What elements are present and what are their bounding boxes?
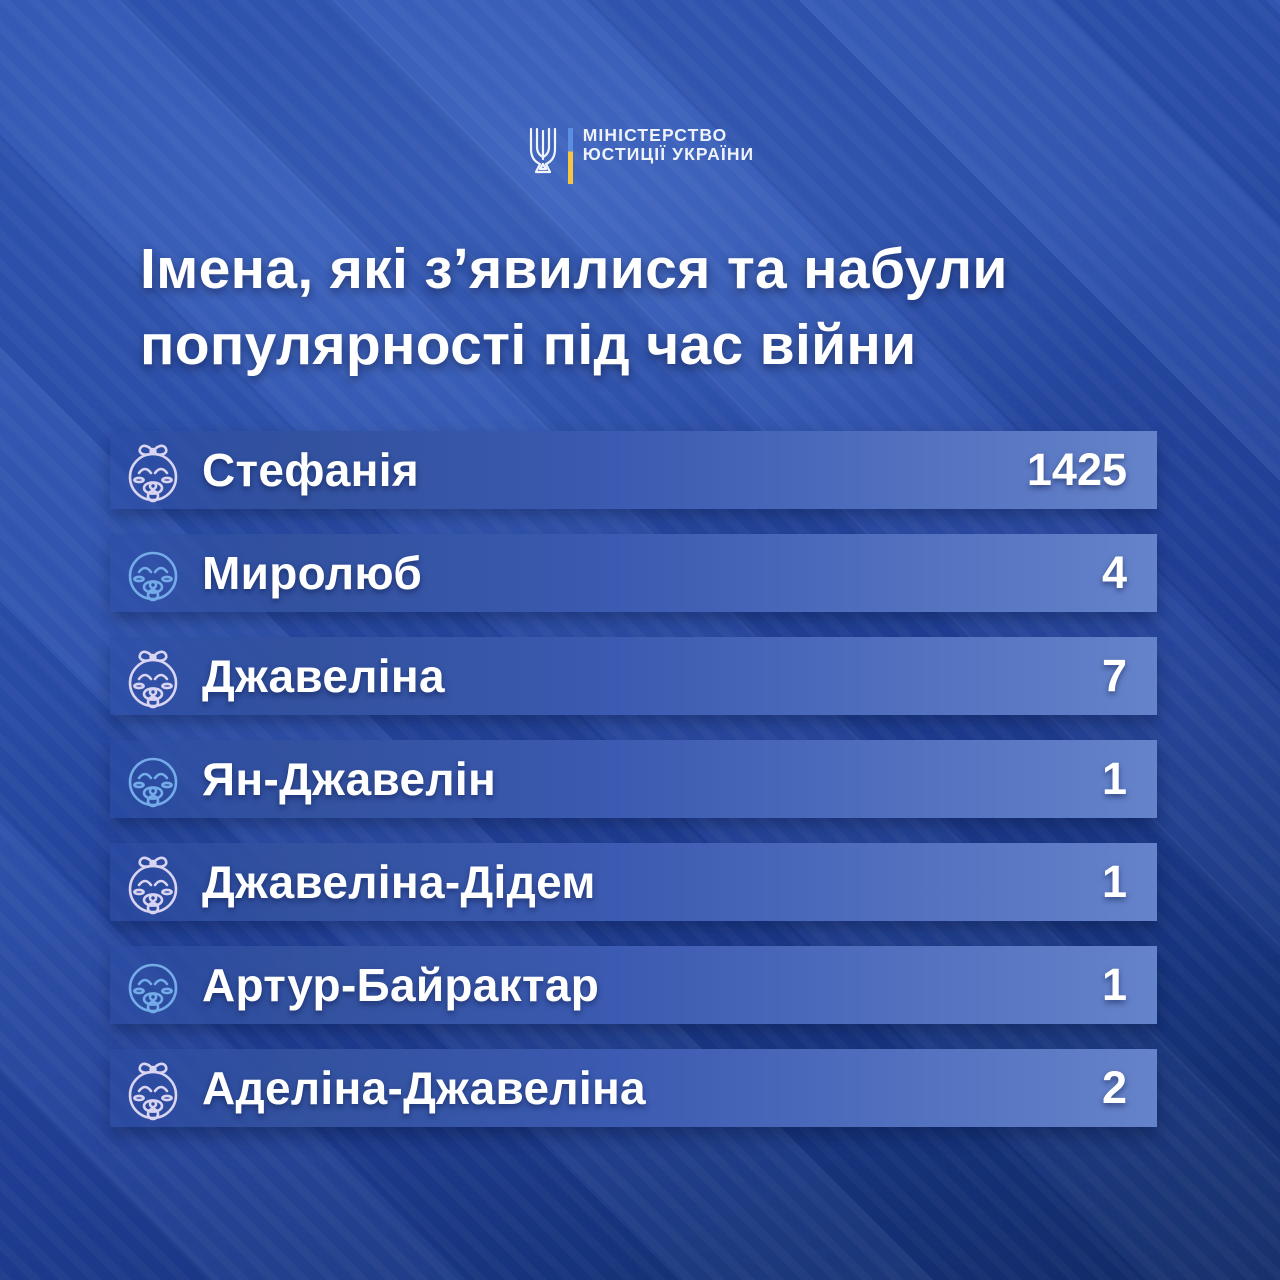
page-title-line1: Імена, які з’явилися та набули: [140, 237, 1008, 301]
name-bar-row: [110, 431, 1157, 509]
name-bar-row: [110, 1049, 1157, 1127]
baby-girl-icon: [124, 637, 182, 715]
row-value: 1: [1101, 753, 1127, 804]
row-value: 2: [1101, 1062, 1127, 1113]
flag-divider: [568, 128, 573, 184]
row-value: 1425: [1026, 444, 1127, 495]
row-name: Стефанія: [202, 444, 419, 496]
page-title-line2: популярності під час війни: [140, 312, 917, 377]
ministry-logo-text: [583, 126, 755, 165]
ministry-logo-line1: МІНІСТЕРСТВО: [582, 125, 728, 145]
row-name: Артур-Байрактар: [202, 959, 600, 1011]
ministry-logo: [0, 124, 1280, 184]
row-name: Миролюб: [202, 547, 423, 599]
row-name: Ян-Джавелін: [202, 753, 497, 805]
baby-boy-icon: [124, 534, 182, 612]
name-bar-row: [110, 843, 1157, 921]
trident-icon: [526, 126, 560, 182]
row-name: Джавеліна: [202, 650, 445, 702]
baby-girl-icon: [124, 431, 182, 509]
row-value: 7: [1101, 650, 1127, 701]
name-bar-row: [110, 637, 1157, 715]
row-value: 1: [1101, 959, 1127, 1010]
name-bar-row: [110, 534, 1157, 612]
page-title: [140, 232, 1008, 384]
row-value: 4: [1101, 547, 1127, 598]
names-list: [110, 431, 1157, 1152]
baby-boy-icon: [124, 946, 182, 1024]
row-name: Джавеліна-Дідем: [202, 856, 596, 908]
row-value: 1: [1101, 856, 1127, 907]
name-bar-row: [110, 740, 1157, 818]
ministry-logo-line2: ЮСТИЦІЇ УКРАЇНИ: [582, 144, 755, 165]
baby-boy-icon: [124, 740, 182, 818]
baby-girl-icon: [124, 1049, 182, 1127]
name-bar-row: [110, 946, 1157, 1024]
row-name: Аделіна-Джавеліна: [202, 1062, 646, 1114]
baby-girl-icon: [124, 843, 182, 921]
